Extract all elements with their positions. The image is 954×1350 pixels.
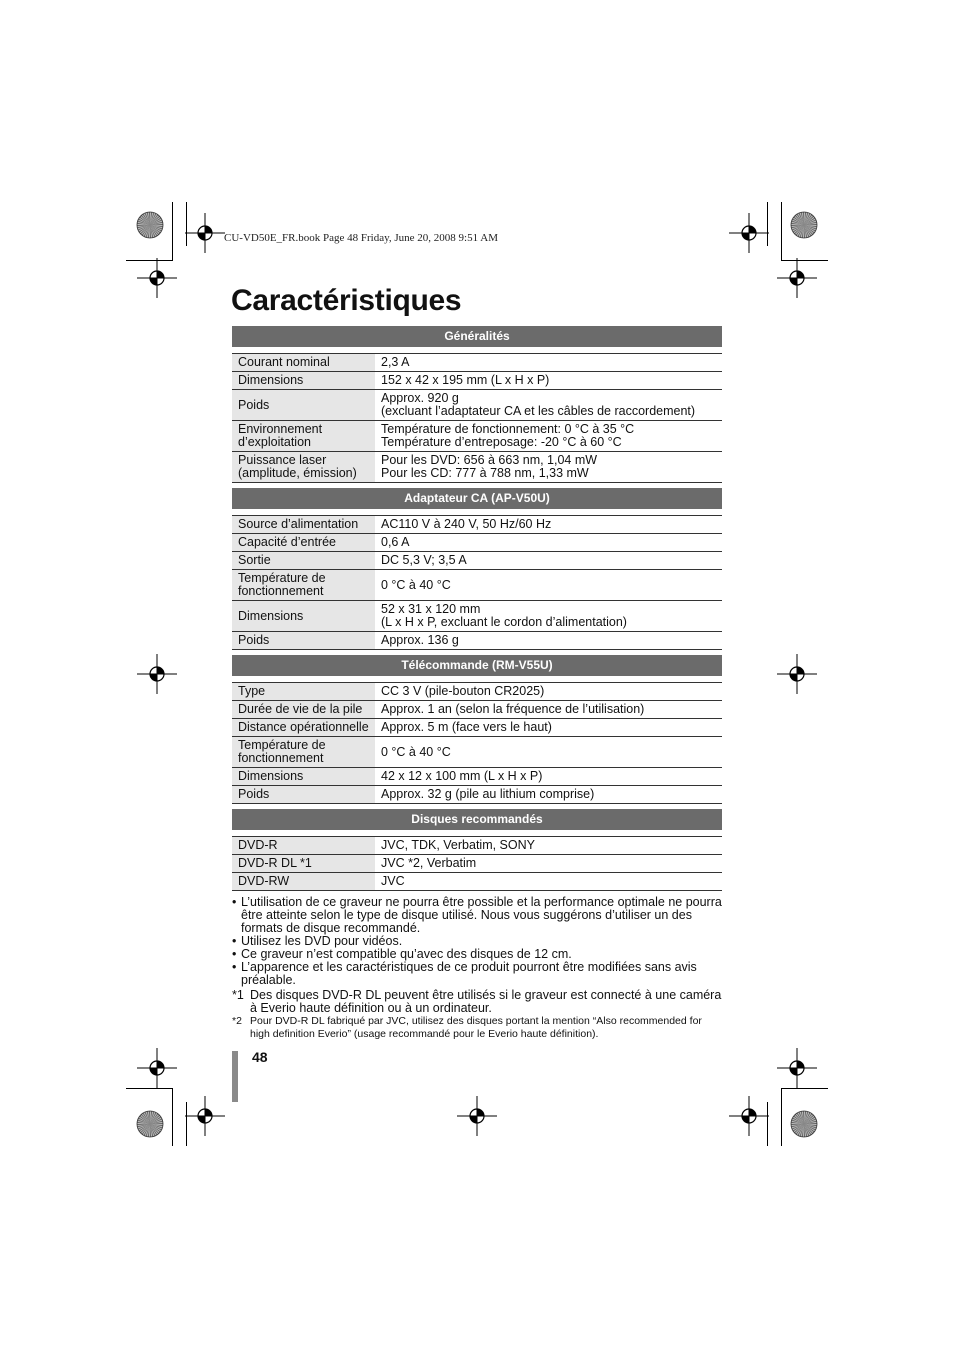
registration-mark-icon <box>777 1048 817 1088</box>
table-row <box>232 354 722 372</box>
bullet-item <box>232 896 722 935</box>
table-row <box>232 632 722 650</box>
bullet-text: L’apparence et les caractéristiques de ce produit pourront être modifiées sans avis préalable. <box>241 960 697 987</box>
bullet-text: Ce graveur n’est compatible qu’avec des disques de 12 cm. <box>241 947 572 961</box>
color-rosette-icon <box>790 211 818 239</box>
table-row <box>232 837 722 855</box>
trim-line <box>186 202 187 246</box>
spec-value: CC 3 V (pile-bouton CR2025) <box>375 683 722 701</box>
trim-line <box>126 260 173 261</box>
spec-value: JVC *2, Verbatim <box>375 855 722 873</box>
spec-table <box>232 682 722 804</box>
table-row <box>232 601 722 632</box>
section-heading: Disques recommandés <box>232 809 722 830</box>
registration-mark-icon <box>185 1096 225 1136</box>
spec-value: Approx. 5 m (face vers le haut) <box>375 719 722 737</box>
spec-label: Température de fonctionnement <box>232 570 375 601</box>
trim-line <box>781 202 782 260</box>
spec-value: JVC <box>375 873 722 891</box>
spec-label: Environnement d’exploitation <box>232 421 375 452</box>
table-row <box>232 737 722 768</box>
spec-value: Pour les DVD: 656 à 663 nm, 1,04 mW Pour les CD: 777 à 788 nm, 1,33 mW <box>375 452 722 483</box>
spec-label: Température de fonctionnement <box>232 737 375 768</box>
footnote-text: Pour DVD-R DL fabriqué par JVC, utilisez des disques portant la mention “Also recommended for high definition Everio” (usage recommandé pour le Everio haute définition). <box>250 1015 702 1040</box>
spec-value: DC 5,3 V; 3,5 A <box>375 552 722 570</box>
table-row <box>232 534 722 552</box>
registration-mark-icon <box>137 654 177 694</box>
spec-label: Sortie <box>232 552 375 570</box>
spec-content <box>232 326 722 1041</box>
spec-table <box>232 836 722 891</box>
spec-value: 52 x 31 x 120 mm (L x H x P, excluant le cordon d’alimentation) <box>375 601 722 632</box>
spec-label: Type <box>232 683 375 701</box>
trim-line <box>781 1088 828 1089</box>
table-row <box>232 452 722 483</box>
spec-label: Source d’alimentation <box>232 516 375 534</box>
spec-label: Poids <box>232 632 375 650</box>
bullet-icon: • <box>232 895 237 909</box>
table-row <box>232 683 722 701</box>
spec-value: Approx. 920 g (excluant l’adaptateur CA et les câbles de raccordement) <box>375 390 722 421</box>
trim-line <box>172 202 173 260</box>
bullet-icon: • <box>232 947 237 961</box>
spec-value: 0 °C à 40 °C <box>375 737 722 768</box>
spec-table <box>232 353 722 483</box>
spec-value: AC110 V à 240 V, 50 Hz/60 Hz <box>375 516 722 534</box>
footnote <box>232 1015 722 1041</box>
spec-label: DVD-RW <box>232 873 375 891</box>
registration-mark-icon <box>137 258 177 298</box>
table-row <box>232 768 722 786</box>
spec-value: Approx. 32 g (pile au lithium comprise) <box>375 786 722 804</box>
section-heading: Adaptateur CA (AP-V50U) <box>232 488 722 509</box>
bullet-icon: • <box>232 934 237 948</box>
spec-label: DVD-R DL *1 <box>232 855 375 873</box>
table-row <box>232 552 722 570</box>
spec-value: 2,3 A <box>375 354 722 372</box>
footnote-text: Des disques DVD-R DL peuvent être utilisés si le graveur est connecté à une caméra à Everio haute définition ou à un ordinateur. <box>250 988 722 1015</box>
registration-mark-icon <box>185 213 225 253</box>
page-number-bar <box>232 1051 238 1102</box>
spec-value: 152 x 42 x 195 mm (L x H x P) <box>375 372 722 390</box>
spec-label: Capacité d’entrée <box>232 534 375 552</box>
table-row <box>232 390 722 421</box>
spec-label: Puissance laser (amplitude, émission) <box>232 452 375 483</box>
trim-line <box>126 1088 173 1089</box>
trim-line <box>781 260 828 261</box>
registration-mark-icon <box>457 1096 497 1136</box>
spec-value: Approx. 1 an (selon la fréquence de l’utilisation) <box>375 701 722 719</box>
spec-label: Distance opérationnelle <box>232 719 375 737</box>
spec-value: Température de fonctionnement: 0 °C à 35 °C Température d’entreposage: -20 °C à 60 °C <box>375 421 722 452</box>
spec-value: 0 °C à 40 °C <box>375 570 722 601</box>
table-row <box>232 855 722 873</box>
trim-line <box>767 1102 768 1146</box>
spec-table <box>232 515 722 650</box>
book-header-line: CU-VD50E_FR.book Page 48 Friday, June 20, 2008 9:51 AM <box>224 232 498 244</box>
registration-mark-icon <box>777 654 817 694</box>
spec-value: 42 x 12 x 100 mm (L x H x P) <box>375 768 722 786</box>
table-row <box>232 719 722 737</box>
footnote-mark: *1 <box>232 988 244 1002</box>
registration-mark-icon <box>729 1096 769 1136</box>
table-row <box>232 701 722 719</box>
page-title: Caractéristiques <box>231 284 462 317</box>
spec-label: Poids <box>232 786 375 804</box>
registration-mark-icon <box>137 1048 177 1088</box>
bullet-item <box>232 961 722 987</box>
table-row <box>232 372 722 390</box>
bullet-text: Utilisez les DVD pour vidéos. <box>241 934 403 948</box>
trim-line <box>186 1102 187 1146</box>
table-row <box>232 570 722 601</box>
trim-line <box>781 1088 782 1146</box>
spec-label: Durée de vie de la pile <box>232 701 375 719</box>
registration-mark-icon <box>777 258 817 298</box>
spec-label: Dimensions <box>232 768 375 786</box>
page-number: 48 <box>252 1049 268 1065</box>
spec-value: JVC, TDK, Verbatim, SONY <box>375 837 722 855</box>
bullet-icon: • <box>232 960 237 974</box>
spec-value: Approx. 136 g <box>375 632 722 650</box>
color-rosette-icon <box>136 211 164 239</box>
spec-label: Dimensions <box>232 372 375 390</box>
notes-block <box>232 896 722 1041</box>
color-rosette-icon <box>136 1110 164 1138</box>
footnote <box>232 989 722 1015</box>
spec-label: Poids <box>232 390 375 421</box>
bullet-text: L’utilisation de ce graveur ne pourra être possible et la performance optimale ne pourra être atteinte selon le type de disque utilisé. Nous vous suggérons d’utiliser un des formats de disque recommandé. <box>241 895 722 935</box>
section-heading: Généralités <box>232 326 722 347</box>
spec-label: Courant nominal <box>232 354 375 372</box>
trim-line <box>767 202 768 246</box>
spec-label: Dimensions <box>232 601 375 632</box>
table-row <box>232 516 722 534</box>
trim-line <box>172 1088 173 1146</box>
table-row <box>232 421 722 452</box>
section-heading: Télécommande (RM-V55U) <box>232 655 722 676</box>
table-row <box>232 873 722 891</box>
registration-mark-icon <box>729 213 769 253</box>
spec-label: DVD-R <box>232 837 375 855</box>
color-rosette-icon <box>790 1110 818 1138</box>
table-row <box>232 786 722 804</box>
spec-value: 0,6 A <box>375 534 722 552</box>
footnote-mark: *2 <box>232 1015 242 1027</box>
